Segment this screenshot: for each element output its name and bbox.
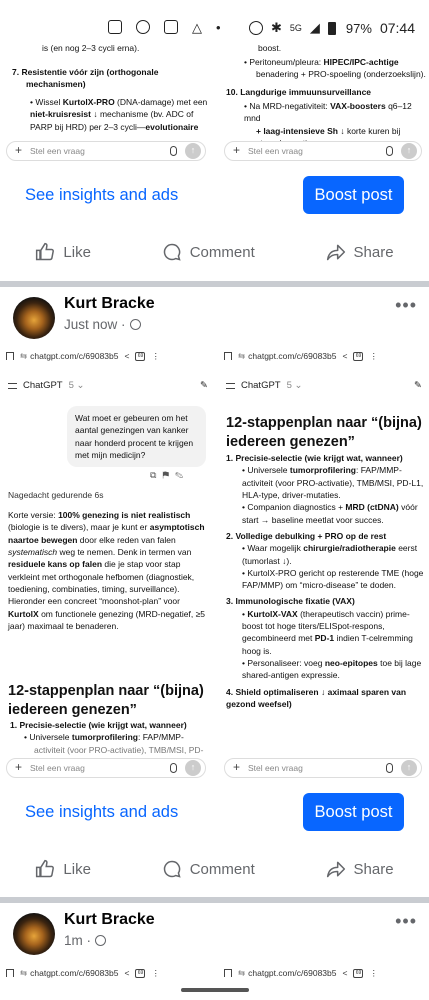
post2-screenshot-left[interactable] (0, 346, 211, 780)
list-heading: Resistentie vóór zijn (orthogonale (21, 67, 159, 77)
url-text: chatgpt.com/c/69083b5 (30, 968, 119, 978)
home-icon[interactable] (6, 969, 14, 977)
post2-screenshot-right[interactable] (218, 346, 429, 780)
model-version[interactable]: 5 ⌄ (286, 380, 303, 391)
notification-icons (108, 20, 221, 36)
post-header (0, 909, 429, 969)
system-icons (249, 20, 415, 36)
list-heading-cont: mechanismen) (26, 79, 86, 90)
more-options-button[interactable]: ••• (395, 911, 417, 931)
input-placeholder: Stel een vraag (30, 145, 85, 156)
chat-input[interactable] (6, 758, 206, 778)
answer-paragraph: Korte versie: 100% genezing is niet realistisch (biologie is te divers), maar je kunt er asymptotisch naartoe bewegen door elke reden van falen systematisch weg te nemen. Denk in termen van residuele kans op falen die je stap voor stap verkleint met orthogonale hefbomen (diagnostiek, toediening, combinaties, timing, surveillance). Hieronder een concreet “moonshot-plan” voor KurtolX om functionele genezing (MRD-negatief, ≥5 jaar) maximaal te benaderen. (8, 510, 205, 631)
globe-icon (95, 935, 106, 946)
comment-label: Comment (189, 860, 255, 878)
share-button[interactable] (326, 859, 394, 879)
gesture-nav-handle[interactable] (181, 988, 249, 992)
browser-url-bar (224, 348, 427, 364)
thumbs-up-icon (35, 859, 55, 879)
text: q6–12 mnd (244, 101, 412, 124)
browser-url-bar (224, 965, 427, 981)
post-time (64, 933, 106, 948)
home-icon[interactable] (6, 352, 14, 360)
text-bold: KurtolX-PRO (62, 97, 115, 107)
post-actions (0, 230, 429, 274)
answer-list (226, 452, 426, 710)
list-item: 1. Precisie-selectie (wie krijgt wat, wanneer) • Universele tumorprofilering: FAP/MMP- activiteit (voor PRO-activatie), TMB/MSI, PD- (10, 720, 204, 755)
edit-icon[interactable]: ✎ (174, 470, 190, 480)
flag-icon[interactable]: ⚑ (162, 470, 175, 480)
text-line: is (en nog 2–3 cycli erna). (42, 43, 140, 53)
text: Na MRD-negativiteit: (249, 101, 331, 111)
like-button[interactable] (35, 242, 91, 262)
site-settings-icon: ⇆ (238, 350, 246, 361)
user-message: Wat moet er gebeuren om het aantal genezingen van kanker naar honderd procent te krijgen met mijn medicijn? (67, 406, 206, 467)
text: (DNA-damage) met een (114, 97, 208, 107)
more-options-button[interactable]: ••• (395, 295, 417, 315)
menu-icon[interactable]: ⋮ (369, 967, 378, 978)
author-name[interactable]: Kurt Bracke (64, 295, 155, 312)
home-icon[interactable] (224, 969, 232, 977)
url[interactable] (238, 968, 337, 979)
alarm-icon (249, 21, 263, 35)
drive-icon: △ (192, 20, 202, 35)
text: mechanisme (bv. ADC of (99, 109, 194, 120)
text-bold: + laag-intensieve Sh (256, 125, 338, 136)
url-text: chatgpt.com/c/69083b5 (248, 350, 337, 361)
post1-screenshot-left[interactable]: is (en nog 2–3 cycli erna). 7. Resistentie vóór zijn (orthogonale mechanismen) • Wissel KurtolX-PRO (DNA-damage) met een niet-kruisresist ↓ mechanisme (bv. ADC of PARP bij HRD) per 2–3 cycli—evolutionaire + Stel een vraag ↑ (0, 40, 211, 168)
share-icon[interactable]: < (342, 968, 348, 978)
copy-icon[interactable]: ⧉ (150, 470, 163, 480)
url-text: chatgpt.com/c/69083b5 (248, 968, 337, 978)
chat-input[interactable] (224, 758, 422, 778)
input-placeholder: Stel een vraag (30, 762, 85, 773)
clock: 07:44 (379, 20, 415, 36)
chatgpt-header (8, 379, 208, 393)
dot-icon: • (216, 20, 221, 35)
chat-input[interactable] (224, 141, 422, 161)
browser-url-bar (6, 965, 209, 981)
post-separator (0, 897, 429, 903)
boost-post-button[interactable]: Boost post (303, 793, 404, 831)
text: PARP bij HRD) per 2–3 cycli— (30, 121, 146, 132)
share-icon[interactable]: < (342, 350, 348, 361)
network-label: 5G (289, 23, 302, 33)
battery-percent: 97% (345, 20, 372, 36)
bluetooth-icon: ✱ (271, 20, 282, 35)
globe-icon (130, 319, 141, 330)
input-placeholder: Stel een vraag (248, 145, 303, 156)
app-name[interactable]: ChatGPT (23, 380, 63, 391)
text-bold: VAX-boosters (330, 101, 386, 111)
thumbs-up-icon (35, 242, 55, 262)
share-label: Share (353, 243, 394, 261)
send-icon[interactable]: ↑ (401, 760, 417, 776)
sidebar-menu-icon[interactable] (226, 383, 235, 389)
url[interactable] (20, 968, 119, 979)
status-bar (0, 0, 429, 40)
like-label: Like (63, 243, 91, 261)
text-bold: evolutionaire (145, 121, 199, 132)
share-icon (326, 859, 346, 879)
instagram-icon (164, 20, 178, 34)
text: Peritoneum/pleura: (249, 57, 324, 67)
menu-icon[interactable]: ⋮ (369, 350, 378, 361)
post-actions (0, 847, 429, 891)
post-header (0, 293, 429, 353)
tabs-icon[interactable]: 69 (353, 352, 363, 361)
time-label: 1m · (64, 933, 91, 948)
sidebar-menu-icon[interactable] (8, 383, 17, 389)
menu-icon[interactable]: ⋮ (151, 967, 160, 978)
plus-icon[interactable]: + (15, 760, 23, 775)
app-name[interactable]: ChatGPT (241, 380, 281, 391)
like-button[interactable] (35, 859, 91, 879)
see-insights-link[interactable]: See insights and ads (25, 802, 179, 821)
tabs-icon[interactable]: 69 (353, 969, 363, 978)
post-time (64, 317, 141, 332)
post-separator (0, 281, 429, 287)
video-call-icon (108, 20, 122, 34)
thought-label[interactable]: Nagedacht gedurende 6s (8, 490, 104, 500)
site-settings-icon: ⇆ (20, 350, 28, 361)
author-name[interactable]: Kurt Bracke (64, 911, 155, 928)
text-line: boost. (258, 43, 282, 53)
plus-icon[interactable]: + (15, 143, 23, 158)
edit-icon[interactable]: ✎ (200, 380, 208, 391)
post1-screenshot-right[interactable]: boost. • Peritoneum/pleura: HIPEC/IPC-achtige benadering + PRO-spoeling (onderzoekslijn). 10. Langdurige immuunsurveillance • Na MRD-negativiteit: VAX-boosters q6–12 mnd + laag-intensieve Sh ↓ korte kuren bij + Stel een vraag ↑ (218, 40, 429, 168)
text: benadering + PRO-spoeling (onderzoekslijn). (256, 69, 426, 80)
list-item: 3. Immunologische fixatie (VAX) • KurtolX-VAX (therapeutisch vaccin) prime-boost tot hoge titers/ELISpot-respons, gecombineerd met PD-1 indien T-celremming hoog is. • Personaliseer: voeg neo-epitopes toe bij lage shared-antigen expressie. (226, 596, 422, 681)
share-icon[interactable]: < (124, 968, 130, 978)
text-bold: niet-kruisresist (30, 109, 91, 120)
battery-icon (328, 22, 336, 35)
message-actions (150, 469, 189, 482)
input-placeholder: Stel een vraag (248, 762, 303, 773)
model-version[interactable]: 5 ⌄ (68, 380, 85, 391)
see-insights-link[interactable]: See insights and ads (25, 185, 179, 204)
share-icon (326, 242, 346, 262)
plus-icon[interactable]: + (233, 760, 241, 775)
list-item: 4. Shield optimaliseren ↓ aximaal sparen van gezond weefsel) (226, 686, 407, 709)
facebook-icon (136, 20, 150, 34)
chat-input[interactable] (6, 141, 206, 161)
menu-icon[interactable]: ⋮ (151, 350, 160, 361)
send-icon[interactable]: ↑ (401, 143, 417, 159)
mic-icon[interactable] (170, 763, 177, 773)
share-label: Share (353, 860, 394, 878)
list-item: 1. Precisie-selectie (wie krijgt wat, wanneer) • Universele tumorprofilering: FAP/MMP-activiteit (voor PRO-activatie), TMB/MSI, PD-L1, HLA-type, driver-mutaties. • Companion diagnostics + MRD (ctDNA) vóór start → baseline meetlat voor succes. (226, 453, 424, 525)
list-item: 2. Volledige debulking + PRO op de rest • Waar mogelijk chirurgie/radiotherapie eerst (tumorlast ↓). • KurtolX-PRO gericht op resterende TME (hoge FAP/MMP) om “micro-disease” te doden. (226, 530, 424, 591)
comment-icon (162, 242, 182, 262)
url[interactable] (20, 350, 119, 362)
text: Wissel (35, 97, 63, 107)
plus-icon[interactable]: + (233, 143, 241, 158)
browser-url-bar (6, 348, 209, 364)
insights-row (0, 782, 429, 842)
answer-heading: 12-stappenplan naar “(bijna) iedereen genezen” (226, 415, 422, 450)
text: korte kuren bij (346, 125, 401, 136)
chatgpt-header (226, 379, 422, 393)
send-icon[interactable]: ↑ (185, 760, 201, 776)
like-label: Like (63, 860, 91, 878)
site-settings-icon: ⇆ (20, 967, 28, 978)
url-text: chatgpt.com/c/69083b5 (30, 350, 119, 361)
comment-button[interactable] (162, 859, 255, 879)
insights-row (0, 165, 429, 225)
mic-icon[interactable] (170, 146, 177, 156)
signal-icon: ◢ (309, 20, 320, 35)
avatar[interactable] (13, 913, 55, 955)
send-icon[interactable]: ↑ (185, 143, 201, 159)
site-settings-icon: ⇆ (238, 967, 246, 978)
comment-button[interactable] (162, 242, 255, 262)
tabs-icon[interactable]: 69 (135, 969, 145, 978)
home-icon[interactable] (224, 352, 232, 360)
share-icon[interactable]: < (124, 350, 130, 361)
avatar[interactable] (13, 297, 55, 339)
mic-icon[interactable] (386, 146, 393, 156)
list-number: 7. (12, 67, 20, 77)
edit-icon[interactable]: ✎ (414, 380, 422, 391)
comment-label: Comment (189, 243, 255, 261)
url[interactable] (238, 350, 337, 362)
share-button[interactable] (326, 242, 394, 262)
answer-heading: 12-stappenplan naar “(bijna) iedereen genezen” (8, 683, 204, 718)
list-number: 10. (226, 87, 238, 97)
comment-icon (162, 859, 182, 879)
time-label: Just now · (64, 317, 126, 332)
text-bold: HIPEC/IPC-achtige (323, 57, 399, 67)
mic-icon[interactable] (386, 763, 393, 773)
list-heading: Langdurige immuunsurveillance (240, 87, 372, 97)
boost-post-button[interactable]: Boost post (303, 176, 404, 214)
tabs-icon[interactable]: 69 (135, 352, 145, 361)
